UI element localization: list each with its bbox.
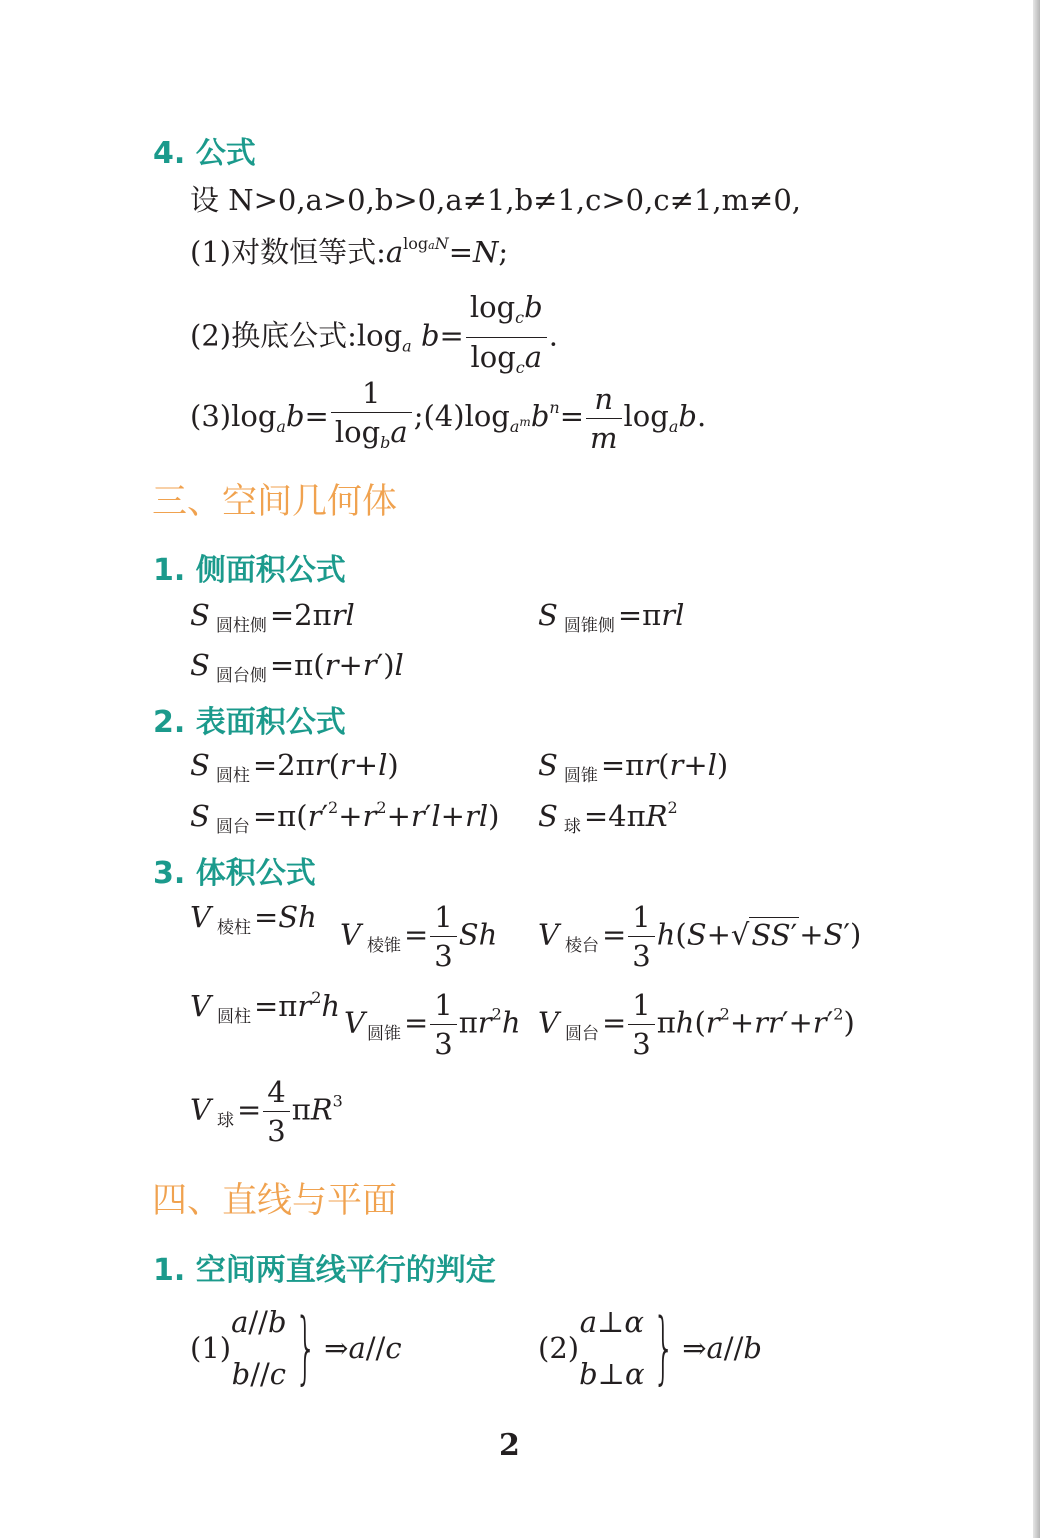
parallel-lines-heading: 1. 空间两直线平行的判定 (153, 1253, 496, 1288)
cylinder-lateral-formula: S $_{圆柱侧}$ =2πrl (190, 598, 355, 636)
sphere-volume-formula: V $_球$ = $\frac{4}{3}$ $\pi R^3$ (190, 1075, 343, 1148)
cylinder-lateral-subscript: 圆柱侧 (215, 616, 267, 636)
log-item4-label: ;(4) (413, 399, 465, 433)
parallel-rule2-label: (2) (538, 1331, 580, 1365)
sphere-volume-subscript: 球 (216, 1110, 234, 1131)
parallel-rule-perpendicular: (2)a⊥α b⊥α} ⇒a//b (538, 1303, 762, 1393)
sphere-surface-subscript: 球 (563, 817, 581, 837)
frustum-surface-subscript: 圆台 (215, 817, 250, 837)
log-condition-line: 设 N>0,a>0,b>0,a≠1,b≠1,c>0,c≠1,m≠0, (190, 183, 802, 217)
cone-surface-subscript: 圆锥 (563, 766, 598, 786)
frustum-surface-formula: S $_{圆台} =\pi(r'^2+r^2+r'l+rl)$ (190, 798, 500, 837)
cylinder-surface-subscript: 圆柱 (215, 766, 250, 786)
cylinder-volume-subscript: 圆柱 (216, 1007, 251, 1027)
frustum-volume-subscript: 圆台 (564, 1023, 599, 1044)
change-of-base-label: (2)换底公式: (190, 318, 357, 353)
frustum-lateral-subscript: 圆台侧 (215, 666, 267, 686)
prism-volume-subscript: 棱柱 (216, 918, 251, 938)
cone-lateral-formula: S $_{圆锥侧}$ =πrl (538, 598, 685, 636)
page-number: 2 (499, 1428, 520, 1463)
volume-heading: 3. 体积公式 (153, 856, 316, 891)
log-reciprocal-and-power-formula: $(3)\log_ab=$ $\frac{1}{\log_ba}$ $;(4)\log_{a^m}b^n=$ $\frac{n}{m}$ $\log_ab$. (190, 376, 707, 455)
pyramid-volume-subscript: 棱锥 (366, 935, 401, 956)
sphere-surface-formula: S $_球 =4\pi R^2$ (538, 798, 678, 837)
frustum-pyramid-volume-formula: V $_{棱台}$ = $\frac{1}{3}$ h(S+√SS′+S′) (538, 900, 862, 973)
log-formula-heading: 4. 公式 (153, 136, 256, 171)
cone-volume-subscript: 圆锥 (366, 1023, 401, 1044)
prism-volume-formula: V $_{棱柱}$ =Sh (190, 900, 317, 938)
lateral-area-heading: 1. 侧面积公式 (153, 553, 346, 588)
pyramid-volume-formula: V $_{棱锥}$ = $\frac{1}{3}$ Sh (340, 900, 498, 973)
cylinder-volume-formula: V $_{圆柱} =\pi r^2h$ (190, 988, 341, 1027)
log-identity-formula: (1)对数恒等式$:a^{logaN}=N$; (190, 234, 509, 269)
section3-heading: 三、空间几何体 (152, 482, 398, 522)
frustum-volume-formula: V $_{圆台}$ = $\frac{1}{3}$ $\pi h(r^2+rr'+r'^2)$ (538, 988, 855, 1061)
frustum-lateral-formula: S $_{圆台侧}$ =π(r+r′)l (190, 648, 404, 686)
parallel-rule1-label: (1) (190, 1331, 232, 1365)
surface-area-heading: 2. 表面积公式 (153, 705, 346, 740)
page-edge-shadow (1033, 0, 1040, 1538)
log-identity-label: (1)对数恒等式: (190, 235, 386, 269)
cone-volume-formula: V $_{圆锥}$ = $\frac{1}{3}$ $\pi r^2h$ (344, 988, 521, 1061)
change-of-base-formula: (2)换底公式$:\log_a$ b= $\frac{\log_cb}{\log_ca}$ . (190, 290, 558, 377)
section4-heading: 四、直线与平面 (152, 1181, 398, 1221)
cone-lateral-subscript: 圆锥侧 (563, 616, 615, 636)
cone-surface-formula: S $_{圆锥}$ =πr(r+l) (538, 748, 729, 786)
frustum-pyramid-volume-subscript: 棱台 (564, 935, 599, 956)
cylinder-surface-formula: S $_{圆柱}$ =2πr(r+l) (190, 748, 399, 786)
log-item3-label: (3) (190, 399, 232, 433)
parallel-rule-transitive: (1)a//b b//c } ⇒a//c (190, 1303, 402, 1393)
